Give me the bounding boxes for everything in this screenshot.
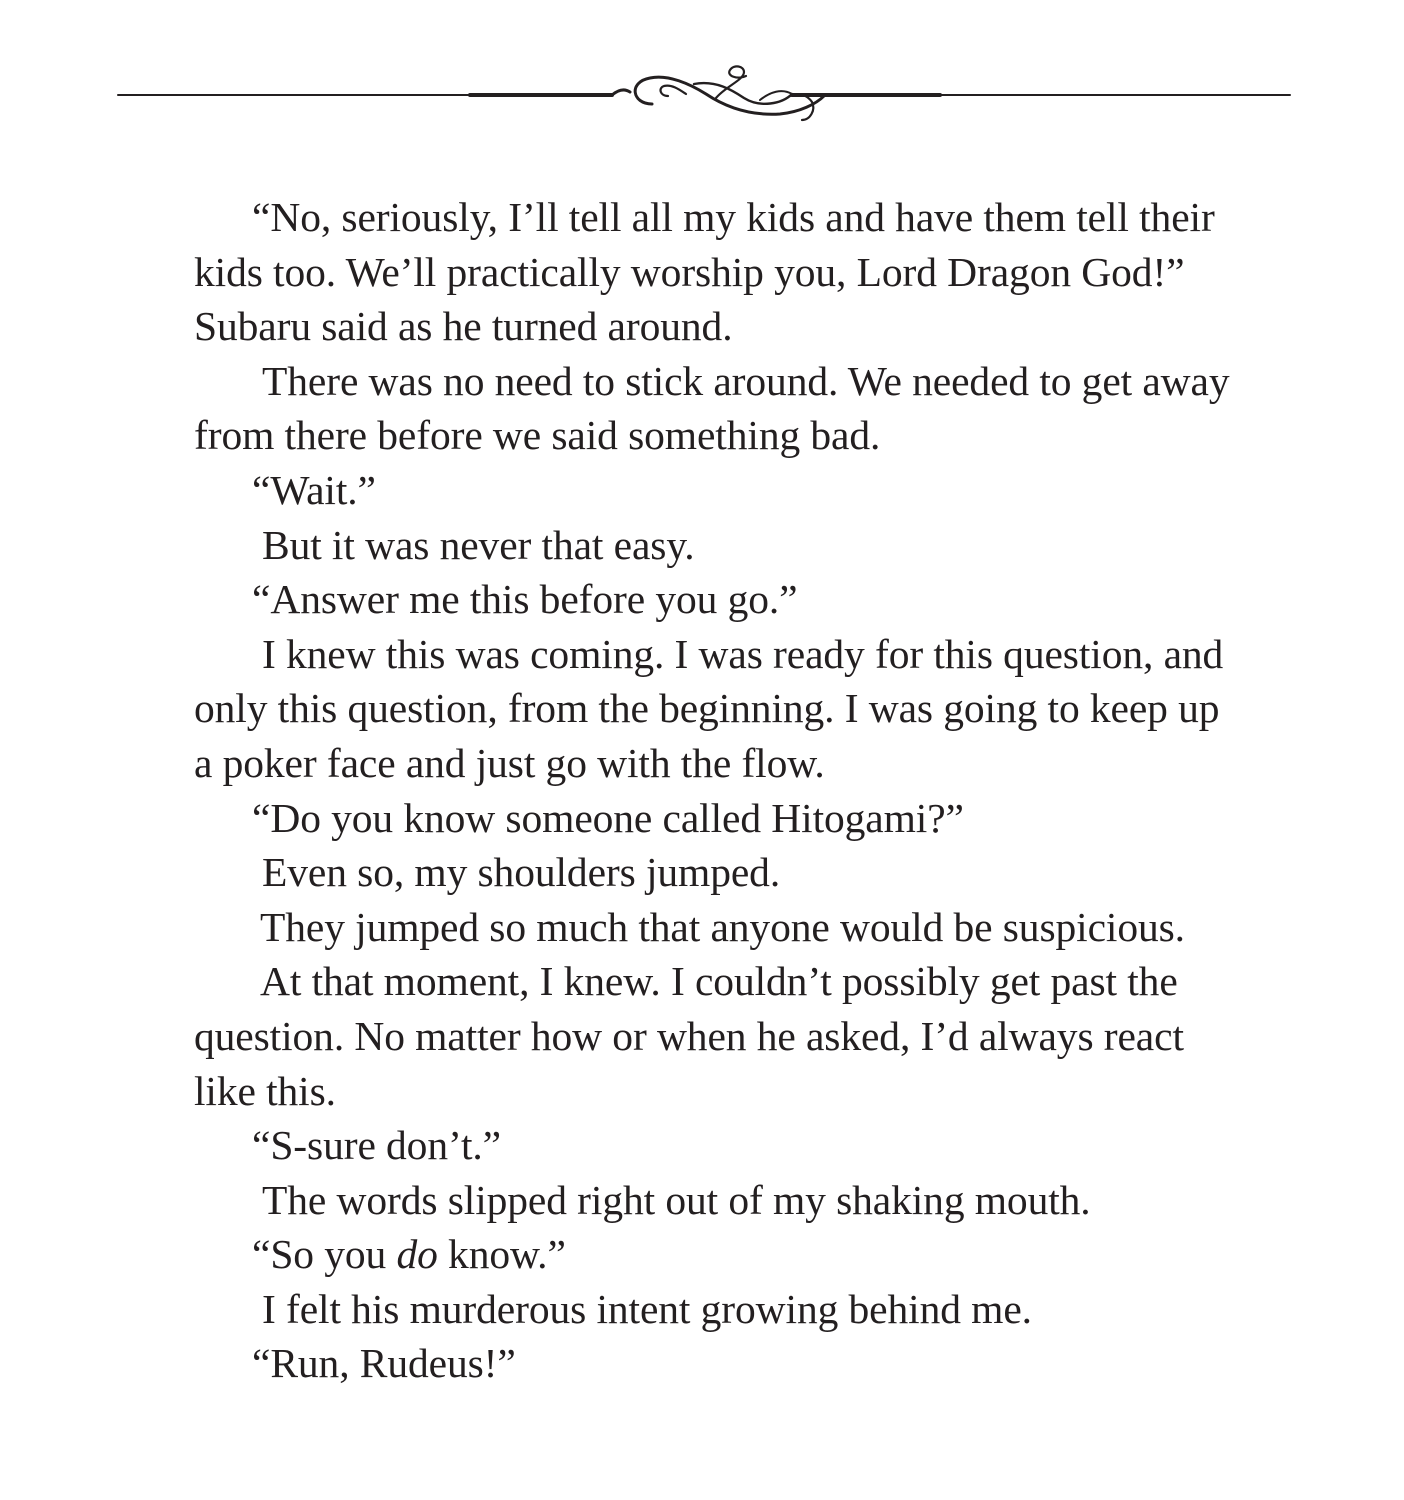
paragraph: “Do you know someone called Hitogami?” — [252, 794, 964, 841]
paragraph: At that moment, I knew. I couldn’t possibly get past the question. No matter how or when he asked, I’d always react like this. — [194, 958, 1184, 1114]
paragraph: “S-sure don’t.” — [252, 1122, 501, 1169]
page-body-text — [194, 190, 1234, 1391]
paragraph: “No, seriously, I’ll tell all my kids and have them tell their kids too. We’ll practically worship you, Lord Dragon God!” Subaru said as he turned around. — [194, 194, 1215, 350]
paragraph-text: “So you — [252, 1231, 397, 1278]
paragraph: Even so, my shoulders jumped. — [262, 849, 781, 896]
paragraph: “Answer me this before you go.” — [252, 576, 798, 623]
paragraph: They jumped so much that anyone would be suspicious. — [260, 903, 1185, 950]
paragraph: The words slipped right out of my shaking mouth. — [262, 1176, 1091, 1223]
paragraph-text: know.” — [437, 1231, 566, 1278]
paragraph: But it was never that easy. — [262, 521, 695, 568]
paragraph: “Wait.” — [252, 466, 376, 513]
paragraph: “Run, Rudeus!” — [252, 1340, 516, 1387]
paragraph: There was no need to stick around. We needed to get away from there before we said something bad. — [194, 357, 1230, 459]
emphasis-text: do — [396, 1231, 438, 1278]
paragraph — [194, 1227, 1234, 1282]
paragraph: I knew this was coming. I was ready for this question, and only this question, from the beginning. I was going to keep up a poker face and just go with the flow. — [194, 630, 1224, 786]
paragraph: I felt his murderous intent growing behind me. — [262, 1285, 1032, 1332]
scroll-flourish-divider-icon — [0, 0, 1404, 160]
